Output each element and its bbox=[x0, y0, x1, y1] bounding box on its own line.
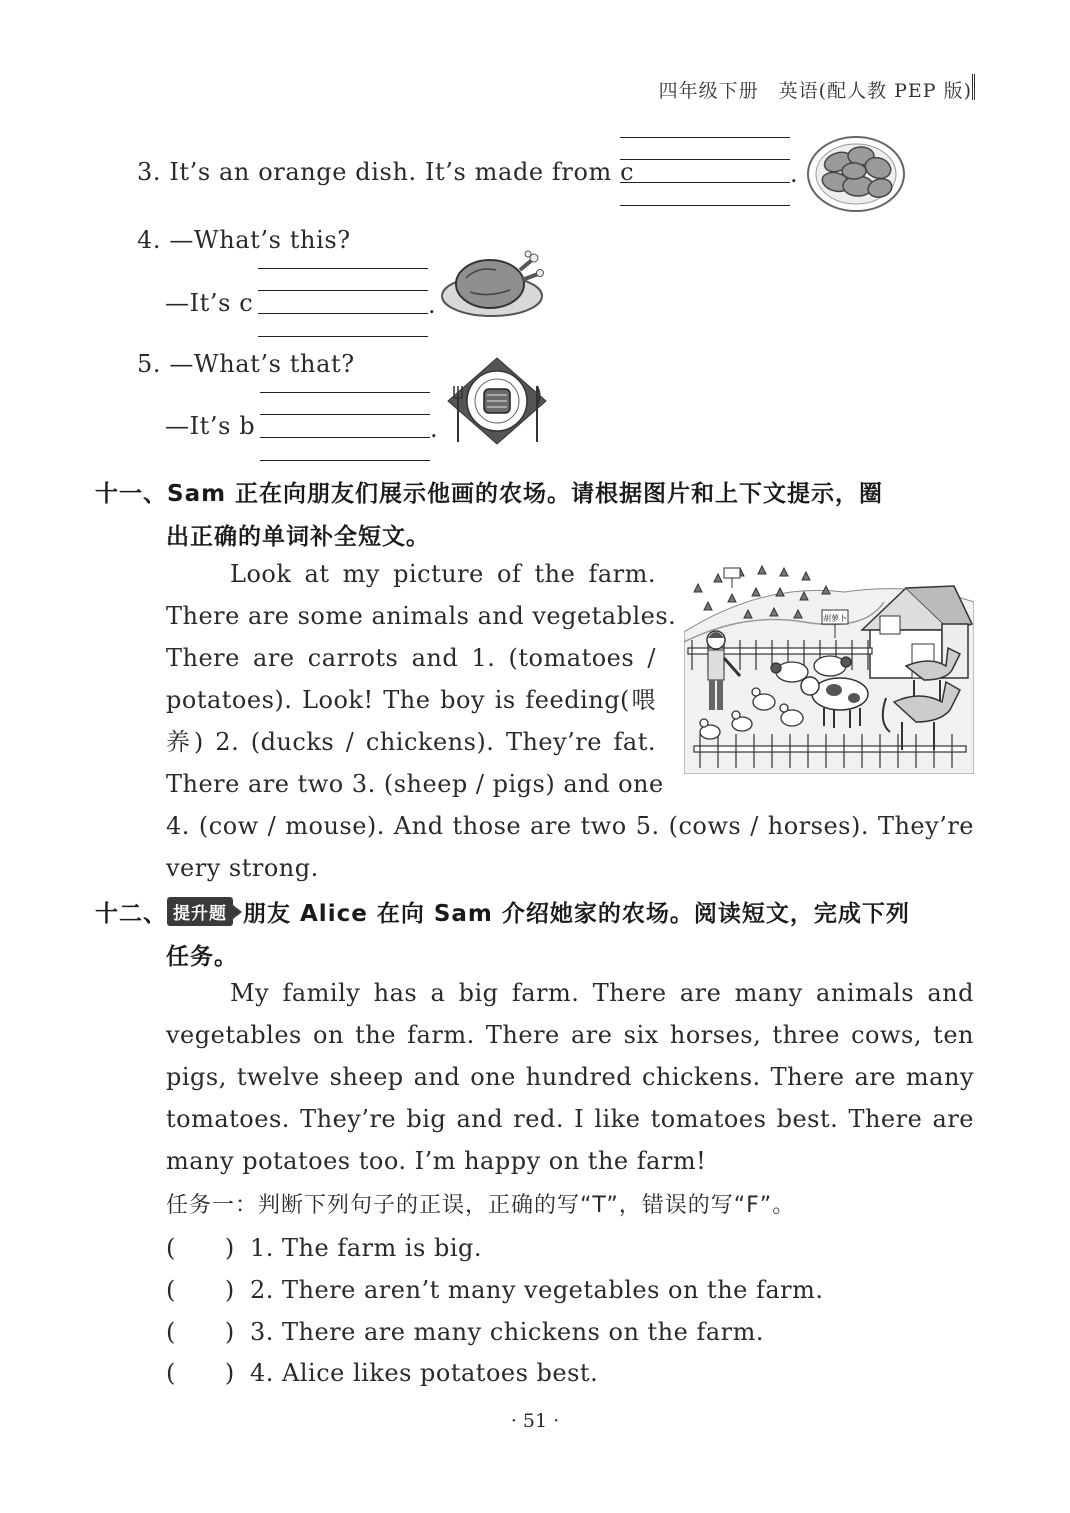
passage-line: tomatoes. They’re big and red. I like tomatoes best. There are bbox=[166, 1105, 974, 1133]
answer-paren[interactable]: ( ) bbox=[166, 1276, 235, 1304]
beef-plate-picture bbox=[446, 356, 548, 446]
question-5: 5. —What’s that? bbox=[137, 350, 355, 378]
statement-text: 4. Alice likes potatoes best. bbox=[250, 1359, 599, 1387]
passage-line: vegetables on the farm. There are six horses, three cows, ten bbox=[166, 1021, 974, 1049]
page-number: · 51 · bbox=[510, 1410, 560, 1432]
section-12-passage bbox=[166, 972, 974, 1182]
question-3 bbox=[137, 158, 634, 186]
passage-line: Look at my picture of the farm. bbox=[230, 560, 656, 588]
answer-paren[interactable]: ( ) bbox=[166, 1318, 235, 1346]
passage-line: There are two 3. (sheep / pigs) and one bbox=[166, 770, 664, 798]
question-4: 4. —What’s this? bbox=[137, 226, 351, 254]
passage-line: There are carrots and 1. (tomatoes / bbox=[166, 644, 656, 672]
section-11-title-text: Sam 正在向朋友们展示他画的农场。请根据图片和上下文提示，圈 bbox=[167, 481, 884, 507]
farm-picture bbox=[684, 562, 974, 774]
question-3-period: . bbox=[790, 160, 799, 188]
carrot-dish-picture bbox=[806, 134, 906, 214]
task-1-instruction: 任务一：判断下列句子的正误，正确的写“T”，错误的写“F”。 bbox=[166, 1193, 796, 1218]
answer-paren[interactable]: ( ) bbox=[166, 1234, 235, 1262]
passage-line: 养) 2. (ducks / chickens). They’re fat. bbox=[166, 728, 656, 756]
statement-text: 1. The farm is big. bbox=[250, 1234, 483, 1262]
section-11-passage-cont bbox=[166, 805, 974, 889]
page-header: 四年级下册 英语(配人教 PEP 版) bbox=[658, 80, 972, 102]
question-3-text: 3. It’s an orange dish. It’s made from c bbox=[137, 158, 635, 186]
passage-line: many potatoes too. I’m happy on the farm! bbox=[166, 1147, 707, 1175]
statement-text: 3. There are many chickens on the farm. bbox=[250, 1318, 765, 1346]
passage-line: pigs, twelve sheep and one hundred chickens. There are many bbox=[166, 1063, 974, 1091]
true-false-item bbox=[166, 1312, 764, 1347]
answer-blank-4[interactable] bbox=[258, 268, 428, 348]
true-false-item bbox=[166, 1228, 482, 1263]
section-12-title-line2: 任务。 bbox=[166, 944, 238, 970]
section-12-title-line1 bbox=[95, 895, 910, 928]
answer-blank-3[interactable] bbox=[620, 137, 790, 217]
section-11-passage bbox=[166, 553, 677, 805]
passage-line: There are some animals and vegetables. bbox=[166, 602, 677, 630]
answer-paren[interactable]: ( ) bbox=[166, 1359, 235, 1387]
passage-line: 4. (cow / mouse). And those are two 5. (cows / horses). They’re bbox=[166, 812, 974, 840]
section-11-number: 十一、 bbox=[95, 481, 167, 507]
statement-text: 2. There aren’t many vegetables on the farm. bbox=[250, 1276, 824, 1304]
question-4-period: . bbox=[428, 291, 437, 319]
roast-chicken-picture bbox=[440, 248, 548, 320]
farm-sign-text: 胡萝卜 bbox=[823, 614, 847, 623]
upgrade-badge: 提升题 bbox=[167, 897, 233, 926]
section-12-number: 十二、 bbox=[95, 901, 167, 927]
section-12-title-text: 朋友 Alice 在向 Sam 介绍她家的农场。阅读短文，完成下列 bbox=[243, 901, 910, 927]
answer-blank-5[interactable] bbox=[260, 392, 430, 472]
passage-line: very strong. bbox=[166, 854, 319, 882]
question-5-answer-prefix: —It’s b bbox=[165, 412, 256, 440]
header-rule bbox=[972, 74, 975, 100]
true-false-item bbox=[166, 1270, 824, 1305]
true-false-item bbox=[166, 1353, 598, 1388]
section-11-title-line2: 出正确的单词补全短文。 bbox=[166, 524, 430, 550]
passage-line: potatoes). Look! The boy is feeding(喂 bbox=[166, 686, 656, 714]
question-5-period: . bbox=[430, 415, 439, 443]
question-4-answer-prefix: —It’s c bbox=[165, 289, 254, 317]
passage-line: My family has a big farm. There are many animals and bbox=[230, 979, 974, 1007]
section-11-title-line1 bbox=[95, 475, 883, 508]
